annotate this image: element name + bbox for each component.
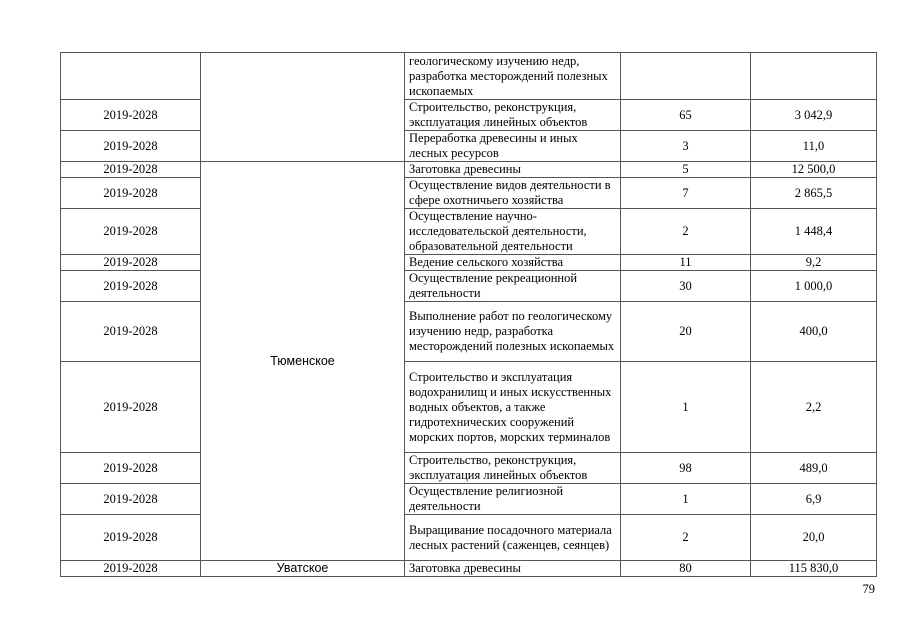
activity-cell: Ведение сельского хозяйства (405, 255, 621, 271)
activity-cell: Строительство, реконструкция, эксплуатация линейных объектов (405, 453, 621, 484)
volume-cell: 2,2 (751, 362, 877, 453)
activity-cell: Осуществление видов деятельности в сфере охотничьего хозяйства (405, 178, 621, 209)
district-cell (201, 53, 405, 162)
activity-cell: Строительство и эксплуатация водохранилищ и иных искусственных водных объектов, а также гидротехнических сооружений морских портов, морских терминалов (405, 362, 621, 453)
count-cell: 7 (621, 178, 751, 209)
count-cell: 3 (621, 131, 751, 162)
period-cell: 2019-2028 (61, 209, 201, 255)
count-cell: 11 (621, 255, 751, 271)
page-number: 79 (862, 582, 875, 596)
count-cell: 5 (621, 162, 751, 178)
period-cell: 2019-2028 (61, 484, 201, 515)
table-row (61, 53, 877, 100)
activity-cell: Заготовка древесины (405, 162, 621, 178)
volume-cell (751, 53, 877, 100)
period-cell: 2019-2028 (61, 162, 201, 178)
volume-cell: 20,0 (751, 515, 877, 561)
table-row (61, 453, 877, 484)
table-row (61, 131, 877, 162)
count-cell: 2 (621, 515, 751, 561)
activity-cell: Выращивание посадочного материала лесных растений (саженцев, сеянцев) (405, 515, 621, 561)
count-cell: 1 (621, 484, 751, 515)
activity-cell: Заготовка древесины (405, 561, 621, 577)
table-row (61, 561, 877, 577)
period-cell: 2019-2028 (61, 255, 201, 271)
district-cell: Уватское (201, 561, 405, 577)
activity-cell: Строительство, реконструкция, эксплуатация линейных объектов (405, 100, 621, 131)
count-cell: 2 (621, 209, 751, 255)
count-cell (621, 53, 751, 100)
period-cell: 2019-2028 (61, 271, 201, 302)
period-cell (61, 53, 201, 100)
activity-cell: Осуществление научно-исследовательской деятельности, образовательной деятельности (405, 209, 621, 255)
count-cell: 65 (621, 100, 751, 131)
table-row (61, 484, 877, 515)
volume-cell: 2 865,5 (751, 178, 877, 209)
volume-cell: 1 000,0 (751, 271, 877, 302)
period-cell: 2019-2028 (61, 453, 201, 484)
activity-cell: Переработка древесины и иных лесных ресурсов (405, 131, 621, 162)
count-cell: 30 (621, 271, 751, 302)
period-cell: 2019-2028 (61, 100, 201, 131)
table-row (61, 255, 877, 271)
period-cell: 2019-2028 (61, 302, 201, 362)
table-row (61, 515, 877, 561)
volume-cell: 11,0 (751, 131, 877, 162)
period-cell: 2019-2028 (61, 561, 201, 577)
period-cell: 2019-2028 (61, 178, 201, 209)
table-row (61, 362, 877, 453)
volume-cell: 3 042,9 (751, 100, 877, 131)
volume-cell: 1 448,4 (751, 209, 877, 255)
table-row (61, 271, 877, 302)
activity-cell: Осуществление рекреационной деятельности (405, 271, 621, 302)
table-row (61, 100, 877, 131)
count-cell: 1 (621, 362, 751, 453)
count-cell: 20 (621, 302, 751, 362)
district-cell: Тюменское (201, 162, 405, 561)
activity-cell: Выполнение работ по геологическому изучению недр, разработка месторождений полезных ископаемых (405, 302, 621, 362)
activity-cell: геологическому изучению недр, разработка месторождений полезных ископаемых (405, 53, 621, 100)
table-row (61, 162, 877, 178)
forest-use-table (60, 52, 877, 577)
activity-cell: Осуществление религиозной деятельности (405, 484, 621, 515)
period-cell: 2019-2028 (61, 515, 201, 561)
table-row (61, 178, 877, 209)
period-cell: 2019-2028 (61, 131, 201, 162)
table-row (61, 209, 877, 255)
volume-cell: 400,0 (751, 302, 877, 362)
period-cell: 2019-2028 (61, 362, 201, 453)
count-cell: 80 (621, 561, 751, 577)
volume-cell: 9,2 (751, 255, 877, 271)
volume-cell: 489,0 (751, 453, 877, 484)
count-cell: 98 (621, 453, 751, 484)
volume-cell: 115 830,0 (751, 561, 877, 577)
table-row (61, 302, 877, 362)
volume-cell: 6,9 (751, 484, 877, 515)
volume-cell: 12 500,0 (751, 162, 877, 178)
